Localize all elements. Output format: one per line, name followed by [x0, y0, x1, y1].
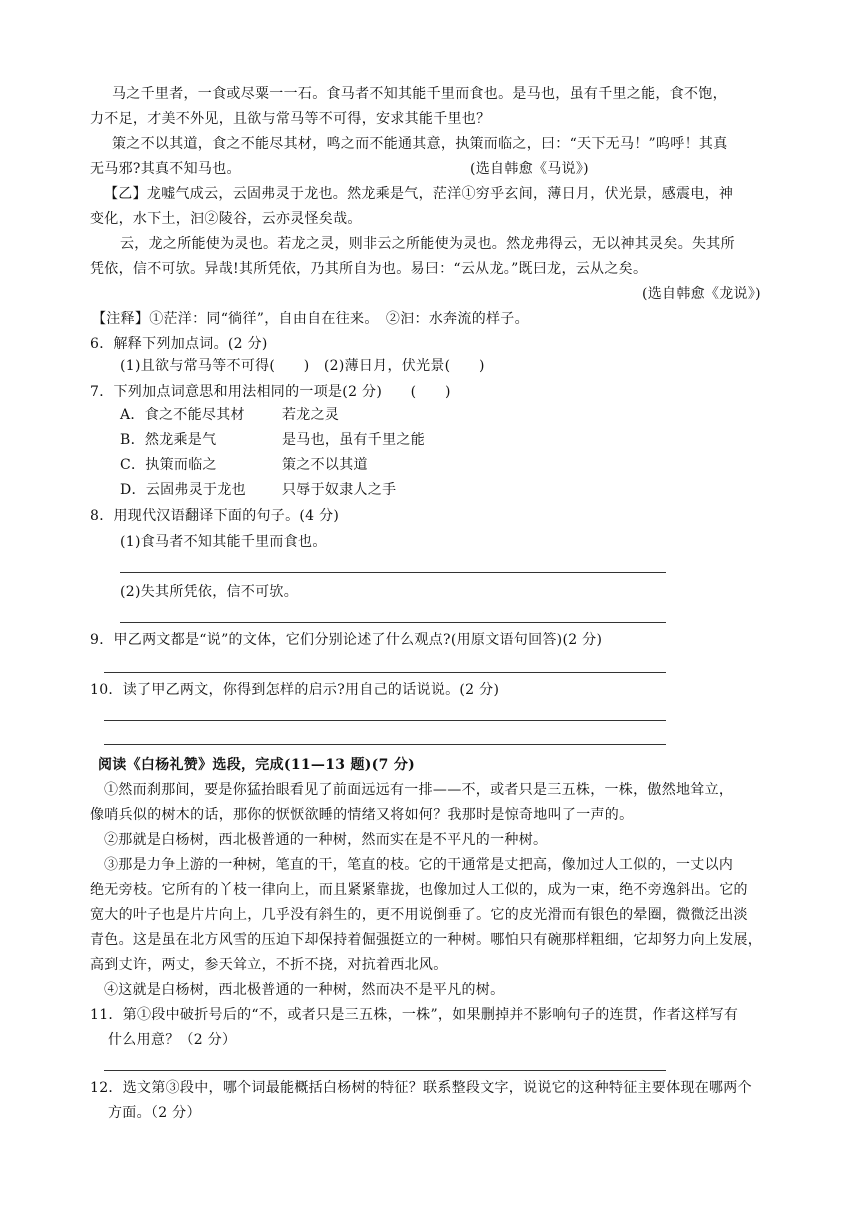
answer-line[interactable] — [120, 572, 666, 573]
passage-jia-source: (选自韩愈《马说》) — [470, 161, 589, 177]
question-12-stem: 12．选文第③段中，哪个词最能概括白杨树的特征？联系整段文字，说说它的这种特征主要体现在哪两个 — [90, 1080, 752, 1096]
section-2-paragraph-line: ③那是力争上游的一种树，笔直的干，笔直的枝。它的干通常是丈把高，像加过人工似的，一丈以内 — [104, 857, 734, 873]
question-11-stem: 11．第①段中破折号后的“不，或者只是三五株，一株”，如果删掉并不影响句子的连贯，作者这样写有 — [90, 1007, 739, 1023]
question-7-option-b: B．然龙乘是气 — [120, 432, 217, 448]
question-11-stem: 什么用意？（2 分） — [108, 1032, 237, 1048]
question-9-stem: 9．甲乙两文都是“说”的文体，它们分别论述了什么观点?(用原文语句回答)(2 分) — [90, 632, 603, 648]
question-8-stem: 8．用现代汉语翻译下面的句子。(4 分) — [90, 508, 340, 524]
passage-yi-line: 云，龙之所能使为灵也。若龙之灵，则非云之所能使为灵也。然龙弗得云，无以神其灵矣。失其所 — [120, 236, 735, 252]
annotation-note: 【注释】①茫洋：同“徜徉”，自由自在往来。 ②汩：水奔流的样子。 — [92, 311, 529, 327]
question-7-option-b-right: 是马也，虽有千里之能 — [282, 432, 425, 448]
question-10-stem: 10．读了甲乙两文，你得到怎样的启示?用自己的话说说。(2 分) — [90, 682, 500, 698]
section-2-paragraph-line: ①然而刹那间，要是你猛抬眼看见了前面远远有一排——不，或者只是三五株，一株，傲然地耸立， — [104, 782, 734, 798]
answer-line[interactable] — [104, 744, 666, 745]
section-2-paragraph-line: ④这就是白杨树，西北极普通的一种树，然而决不是平凡的树。 — [104, 982, 505, 998]
section-2-paragraph-line: 像哨兵似的树木的话，那你的恹恹欲睡的情绪又将如何？我那时是惊奇地叫了一声的。 — [90, 807, 634, 823]
passage-jia-line: 力不足，才美不外见，且欲与常马等不可得，安求其能千里也？ — [90, 111, 491, 127]
question-8-sentence-1: (1)食马者不知其能千里而食也。 — [120, 534, 327, 550]
answer-line[interactable] — [104, 720, 666, 721]
section-2-heading: 阅读《白杨礼赞》选段，完成(11—13 题)(7 分) — [98, 757, 416, 773]
question-6-items: (1)且欲与常马等不可得( ) (2)薄日月，伏光景( ) — [120, 358, 485, 374]
answer-line[interactable] — [120, 622, 666, 623]
question-7-option-a-right: 若龙之灵 — [282, 407, 340, 423]
section-2-paragraph-line: 绝无旁枝。它所有的丫枝一律向上，而且紧紧靠拢，也像加过人工似的，成为一束，绝不旁逸斜出。它的 — [90, 882, 748, 898]
question-7-option-c-right: 策之不以其道 — [282, 457, 368, 473]
section-2-paragraph-line: 高到丈许，两丈，参天耸立，不折不挠，对抗着西北风。 — [90, 957, 448, 973]
question-12-stem: 方面。（2 分） — [108, 1105, 201, 1121]
question-7-option-d: D．云固弗灵于龙也 — [120, 482, 246, 498]
passage-yi-line: 【乙】龙嘘气成云，云固弗灵于龙也。然龙乘是气，茫洋①穷乎玄间，薄日月，伏光景，感震电，神 — [104, 186, 734, 202]
question-7-option-a: A．食之不能尽其材 — [120, 407, 245, 423]
passage-yi-line: 凭依，信不可欤。异哉!其所凭依，乃其所自为也。易曰：“云从龙。”既曰龙，云从之矣。 — [90, 261, 648, 277]
question-7-stem: 7．下列加点词意思和用法相同的一项是(2 分) ( ) — [90, 384, 451, 400]
passage-yi-source: (选自韩愈《龙说》) — [642, 286, 761, 302]
question-8-sentence-2: (2)失其所凭依，信不可欤。 — [120, 584, 299, 600]
section-2-paragraph-line: 宽大的叶子也是片片向上，几乎没有斜生的，更不用说倒垂了。它的皮光滑而有银色的晕圈，微微泛出淡 — [90, 907, 748, 923]
answer-line[interactable] — [104, 672, 666, 673]
passage-jia-line: 马之千里者，一食或尽粟一一石。食马者不知其能千里而食也。是马也，虽有千里之能，食不饱， — [112, 86, 727, 102]
question-7-option-d-right: 只辱于奴隶人之手 — [282, 482, 397, 498]
section-2-paragraph-line: ②那就是白杨树，西北极普通的一种树，然而实在是不平凡的一种树。 — [104, 832, 548, 848]
question-6-stem: 6．解释下列加点词。(2 分) — [90, 336, 268, 352]
passage-jia-line: 无马邪?其真不知马也。 — [90, 161, 241, 177]
answer-line[interactable] — [104, 1070, 666, 1071]
passage-yi-line: 变化，水下土，汩②陵谷，云亦灵怪矣哉。 — [90, 211, 362, 227]
section-2-paragraph-line: 青色。这是虽在北方风雪的压迫下却保持着倔强挺立的一种树。哪怕只有碗那样粗细，它却努力向上发展， — [90, 932, 763, 948]
passage-jia-line: 策之不以其道，食之不能尽其材，鸣之而不能通其意，执策而临之，曰：“天下无马！”呜呼！其真 — [112, 136, 728, 152]
question-7-option-c: C．执策而临之 — [120, 457, 217, 473]
